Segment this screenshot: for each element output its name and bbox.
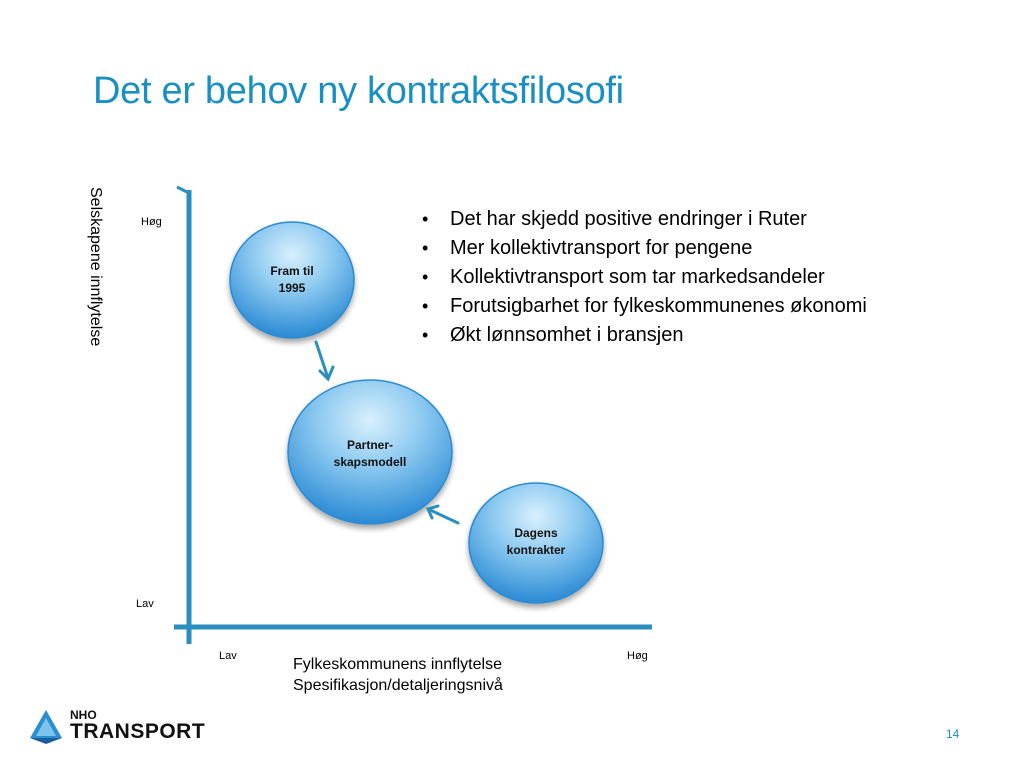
logo-mark-icon bbox=[26, 708, 66, 746]
y-axis-label: Selskapene innflytelse bbox=[87, 187, 104, 347]
bubble-fram-til-1995-label: Fram til 1995 bbox=[270, 264, 314, 295]
bubble-partnerskapsmodell-label: Partner- skapsmodell bbox=[333, 438, 407, 469]
bullet-item: • Forutsigbarhet for fylkeskommunenes økonomi bbox=[420, 292, 867, 321]
arrow-to-partnerskap bbox=[316, 342, 333, 379]
arrow-from-dagens bbox=[428, 506, 458, 523]
bullet-item: • Økt lønnsomhet i bransjen bbox=[420, 321, 867, 350]
bullet-item: • Det har skjedd positive endringer i Ruter bbox=[420, 205, 867, 234]
bullet-list bbox=[420, 205, 867, 350]
x-axis-label-line2: Spesifikasjon/detaljeringsnivå bbox=[293, 677, 503, 694]
bullet-item: • Kollektivtransport som tar markedsandeler bbox=[420, 263, 867, 292]
y-axis-high-label: Høg bbox=[141, 216, 162, 228]
x-axis-high-label: Høg bbox=[627, 650, 648, 662]
logo-nho-text: NHO bbox=[70, 708, 97, 722]
x-axis-label-line1: Fylkeskommunens innflytelse bbox=[293, 656, 502, 673]
bubble-dagens-kontrakter-label: Dagens kontrakter bbox=[506, 526, 566, 557]
nho-transport-logo bbox=[26, 708, 206, 746]
bullet-item: • Mer kollektivtransport for pengene bbox=[420, 234, 867, 263]
page-number: 14 bbox=[946, 727, 960, 741]
x-axis-low-label: Lav bbox=[219, 650, 237, 662]
slide-title: Det er behov ny kontraktsfilosofi bbox=[93, 70, 624, 112]
y-axis-low-label: Lav bbox=[136, 598, 154, 610]
logo-transport-text: TRANSPORT bbox=[70, 720, 206, 743]
